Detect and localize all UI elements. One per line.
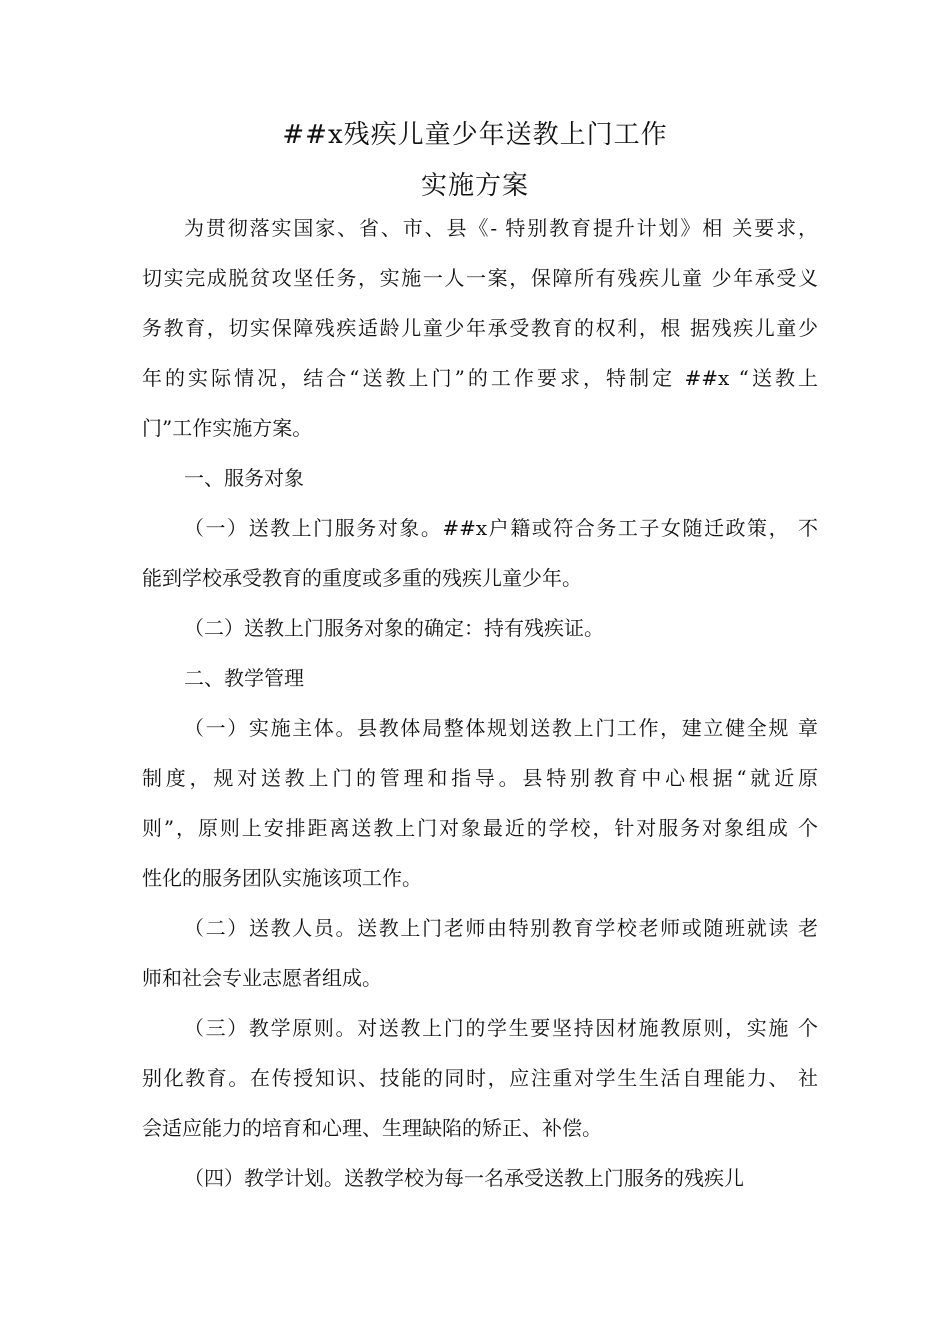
document-subtitle: 实施方案 xyxy=(420,171,529,201)
body-text-line: （二）送教上门服务对象的确定：持有残疾证。 xyxy=(184,616,604,640)
section-heading: 一、服务对象 xyxy=(184,466,304,490)
body-text-line: 制度，规对送教上门的管理和指导。县特别教育中心根据“就近原 xyxy=(142,766,818,790)
body-text-line: （一）送教上门服务对象。##x户籍或符合务工子女随迁政策， 不 xyxy=(184,516,818,540)
body-text-line: （四）教学计划。送教学校为每一名承受送教上门服务的残疾儿 xyxy=(184,1166,744,1190)
body-text-line: （二）送教人员。送教上门老师由特别教育学校老师或随班就读 老 xyxy=(184,916,818,940)
section-heading: 二、教学管理 xyxy=(184,666,304,690)
body-text-line: 为贯彻落实国家、省、市、县《- 特别教育提升计划》相 关要求， xyxy=(184,216,818,240)
body-text-line: 性化的服务团队实施该项工作。 xyxy=(142,866,422,890)
document-title: ##x残疾儿童少年送教上门工作 xyxy=(282,120,668,150)
body-text-line: 会适应能力的培育和心理、生理缺陷的矫正、补偿。 xyxy=(142,1116,602,1140)
body-text-line: 则”，原则上安排距离送教上门对象最近的学校，针对服务对象组成 个 xyxy=(142,816,818,840)
body-text-line: 师和社会专业志愿者组成。 xyxy=(142,966,382,990)
body-text-line: 门”工作实施方案。 xyxy=(142,416,313,440)
body-text-line: 切实完成脱贫攻坚任务，实施一人一案，保障所有残疾儿童 少年承受义 xyxy=(142,266,818,290)
body-text-line: 别化教育。在传授知识、技能的同时，应注重对学生生活自理能力、 社 xyxy=(142,1066,818,1090)
body-text-line: 年的实际情况，结合“送教上门”的工作要求，特制定 ##x “送教上 xyxy=(142,366,818,390)
body-text-line: （三）教学原则。对送教上门的学生要坚持因材施教原则，实施 个 xyxy=(184,1016,818,1040)
body-text-line: 能到学校承受教育的重度或多重的残疾儿童少年。 xyxy=(142,566,582,590)
body-text-line: （一）实施主体。县教体局整体规划送教上门工作，建立健全规 章 xyxy=(184,716,818,740)
body-text-line: 务教育，切实保障残疾适龄儿童少年承受教育的权利，根 据残疾儿童少 xyxy=(142,316,818,340)
